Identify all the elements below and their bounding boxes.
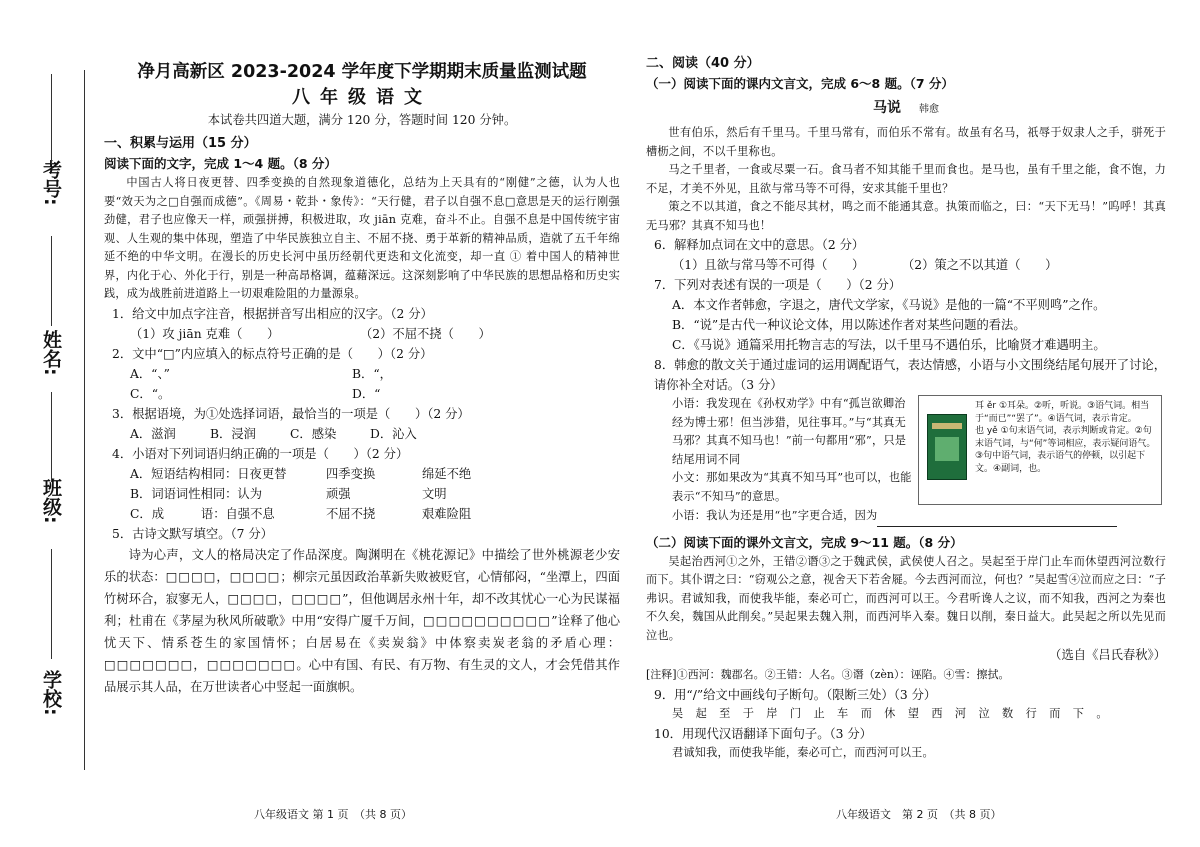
q6b[interactable]: （2）策之不以其道（ ）: [902, 258, 1058, 272]
q5-blank-d[interactable]: □□□□□□□，□□□□□□□: [104, 657, 297, 672]
exam-no-label: 考号:: [40, 160, 62, 206]
q5-text-d: ”诠释了他心忧天下、情系苍生的家国情怀；白居易在《卖炭翁》中体察卖炭老翁的矛盾心理：: [104, 613, 620, 650]
dialog-xiaoyu-2: [646, 507, 1166, 527]
class-field[interactable]: [38, 478, 64, 530]
q4c-word2: 不屈不挠: [326, 506, 376, 521]
q5-blank-c[interactable]: □□□□□□□□□□: [422, 613, 552, 628]
dialog-xiaoyu-1: 小语：我发现在《孙权劝学》中有“孤岂欲卿治经为博士邪！但当涉猎，见往事耳。”与“其真无马邪？其真不知马也！”前一句都用“邪”，只是结尾用词不同: [672, 397, 907, 466]
q2: 2．文中“□”内应填入的标点符号正确的是（ ）（2 分）: [112, 346, 433, 361]
q2a[interactable]: A．“、”: [130, 366, 170, 381]
q5-text: [104, 544, 620, 698]
part1-intro: 阅读下面的文字，完成 1～4 题。（8 分）: [104, 156, 337, 171]
mashuo-para3: 策之不以其道，食之不能尽其材，鸣之而不能通其意。执策而临之，曰：“天下无马！”呜呼！其真无马邪？其真不知马也！: [646, 200, 1166, 232]
q8: 8．韩愈的散文关于通过虚词的运用调配语气，表达情感，小语与小文围绕结尾句展开了讨论，请你补全对话。（3 分）: [654, 358, 1166, 392]
mashuo-para1: 世有伯乐，然后有千里马。千里马常有，而伯乐不常有。故虽有名马，祇辱于奴隶人之手，骈死于槽枥之间，不以千里称也。: [646, 126, 1166, 158]
q4a-word3: 绵延不绝: [422, 466, 472, 481]
q4: 4．小语对下列词语归纳正确的一项是（ ）（2 分）: [112, 446, 409, 461]
q5-blank-b[interactable]: □□□□，□□□□: [227, 591, 343, 606]
q2d[interactable]: D．“: [352, 386, 381, 401]
q1b[interactable]: （2）不屈不挠（ ）: [360, 326, 491, 341]
school-field[interactable]: [38, 670, 64, 722]
q3: 3．根据语境，为①处选择词语，最恰当的一项是（ ）（2 分）: [112, 406, 470, 421]
name-field[interactable]: [38, 330, 64, 382]
q6a[interactable]: （1）且欲与常马等不可得（ ）: [672, 258, 865, 272]
dialog-xiaoyu-2-text: 小语：我认为还是用“也”字更合适，因为: [672, 509, 878, 522]
q5-text-a: 诗为心声，文人的格局决定了作品深度。陶渊明在《桃花源记》中描绘了世外桃源老少安乐的状态：: [104, 547, 620, 584]
exam-no-line: [38, 70, 64, 164]
page-1: [104, 50, 620, 698]
q3-options: [104, 424, 620, 444]
exam-info: 本试卷共四道大题，满分 120 分，答题时间 120 分钟。: [207, 113, 517, 127]
q4a-word2: 四季变换: [326, 466, 376, 481]
q7a[interactable]: A．本文作者韩愈，字退之，唐代文学家，《马说》是他的一篇“不平则鸣”之作。: [672, 298, 1106, 312]
school-label: 学校:: [40, 670, 62, 716]
q4a-text: A．短语结构相同：日夜更替: [130, 466, 287, 481]
exam-no-field[interactable]: [38, 160, 64, 212]
q4-option-b[interactable]: [104, 484, 620, 504]
entry-er: 耳 ěr ①耳朵。②听，听说。③语气词。相当于“而已”“罢了”。④语气词，表示肯定。: [975, 401, 1150, 424]
q1a[interactable]: （1）攻 jiān 克难（ ）: [130, 326, 280, 341]
part1-passage: 中国古人将日夜更替、四季变换的自然现象道德化，总结为上天具有的“刚健”之德，认为人也要“效天为之□自强而成德”。《周易・乾卦・象传》：“天行健，君子以自强不息□意思是天的运行刚强劲健，君子也应像天一样，顽强拼搏，积极进取，攻 jiān 克难，奋斗不止。自强不息是中国传统宇宙观、人生观的集中体现，塑造了中华民族独立自主、不屈不挠、勇于革新的精神品质，造就了五千年绵延不绝的中华文明。在漫长的历史长河中虽历经朝代更迭和文化流变，却一直 ① 着中国人的精神世界，内化于心、外化于行，别是一种高昂格调，蕴藉深远。这深刻影响了中华民族的思想品格和历史实践，成为战胜前进道路上一切艰难险阻的力量源泉。: [104, 176, 620, 300]
q3d[interactable]: D．沁入: [370, 426, 417, 441]
q7b[interactable]: B．“说”是古代一种议论文体，用以陈述作者对某些问题的看法。: [672, 318, 1026, 332]
q8-dialog: [646, 395, 1166, 507]
q2c[interactable]: C．“。: [130, 386, 171, 401]
q5-text-c: ”，但他调居永州十年，却不改其忧心一心为民谋福利；杜甫在《茅屋为秋风所破歌》中用“安得广厦千万间，: [104, 591, 620, 628]
wuqi-source: （选自《吕氏春秋》）: [1049, 648, 1166, 662]
dictionary-card: [918, 395, 1162, 505]
footer-page-1: 八年级语文 第 1 页 （共 8 页）: [254, 808, 412, 821]
q4-option-c[interactable]: [104, 504, 620, 524]
binding-line: [84, 70, 85, 770]
part2-sub2: （二）阅读下面的课外文言文，完成 9～11 题。（8 分）: [646, 534, 963, 550]
text-author: 韩愈: [918, 104, 939, 115]
q9-sentence[interactable]: 吴 起 至 于 岸 门 止 车 而 休 望 西 河 泣 数 行 而 下 。: [672, 707, 1109, 720]
q4c-text: C．成 语：自强不息: [130, 506, 275, 521]
q2-options-cd: [104, 384, 620, 404]
q7c[interactable]: C．《马说》通篇采用托物言志的写法，以千里马不遇伯乐，比喻贤才难遇明主。: [672, 338, 1106, 352]
q2-options-ab: [104, 364, 620, 384]
wuqi-notes: [注释]①西河：魏郡名。②王错：人名。③谮（zèn）：诬陷。④雪：擦拭。: [646, 668, 1010, 681]
q3a[interactable]: A．滋润: [130, 426, 176, 441]
text-title: 马说: [873, 100, 902, 116]
q4b-word3: 文明: [422, 486, 447, 501]
q10: 10．用现代汉语翻译下面句子。（3 分）: [654, 726, 872, 741]
part2-heading: 二、阅读（40 分）: [646, 56, 760, 71]
q3c[interactable]: C．感染: [290, 426, 337, 441]
q4-option-a[interactable]: [104, 464, 620, 484]
mashuo-para2: 马之千里者，一食或尽粟一石。食马者不知其能千里而食也。是马也，虽有千里之能，食不饱，力不足，才美不外见，且欲与常马等不可得，安求其能千里也？: [646, 163, 1166, 195]
page-2: [646, 50, 1166, 762]
exam-title: 净月高新区 2023-2024 学年度下学期期末质量监测试题: [137, 62, 587, 82]
q2b[interactable]: B．“，: [352, 366, 392, 381]
class-label: 班级:: [40, 478, 62, 524]
name-label: 姓名:: [40, 330, 62, 376]
dictionary-entries: [975, 400, 1157, 475]
school-line: [38, 545, 64, 659]
q9: 9．用“/”给文中画线句子断句。（限断三处）（3 分）: [654, 688, 937, 702]
q4b-word2: 顽强: [326, 486, 351, 501]
q5-text-b: ；柳宗元虽因政治革新失败被贬官，心情郁闷，“坐潭上，四面竹树环合，寂寥无人，: [104, 569, 620, 606]
q3b[interactable]: B．浸润: [210, 426, 256, 441]
entry-ye: 也 yě ①句末语气词，表示判断或肯定。②句末语气词，与“何”等词相应，表示疑问语气。③句中语气词，表示语气的停顿，以引起下文。④副词，也。: [975, 426, 1156, 474]
wuqi-passage: 吴起治西河①之外，王错②谮③之于魏武侯，武侯使人召之。吴起至于岸门止车而休望西河泣数行而下。其仆谓之曰：“窃观公之意，视舍天下若舍屣。今去西河而泣，何也？”吴起雪④泣而应之曰：“子弗识。君诚知我，而使我毕能，秦必可亡，而西河可以王。今君听谗人之议，而不知我，西河之为秦也不久矣，魏国从此削矣。”吴起果去魏入荆，而西河毕入秦。魏日以削，秦日益大。此吴起之所以先见而泣也。: [646, 554, 1166, 642]
q1: 1．给文中加点字注音，根据拼音写出相应的汉字。（2 分）: [112, 306, 433, 321]
q6: 6．解释加点词在文中的意思。（2 分）: [654, 238, 865, 252]
name-line: [38, 232, 64, 326]
q6-items: [646, 255, 1166, 275]
q8-answer-blank[interactable]: [877, 507, 1117, 527]
part1-heading: 一、积累与运用（15 分）: [104, 136, 257, 151]
text-title-line: [646, 98, 1166, 120]
footer-page-2: 八年级语文 第 2 页 （共 8 页）: [836, 808, 1002, 821]
q10-sentence: 君诚知我，而使我毕能，秦必可亡，而西河可以王。: [672, 745, 934, 759]
binding-margin: [0, 0, 92, 847]
q7: 7．下列对表述有误的一项是（ ）（2 分）: [654, 278, 902, 292]
q1-options: [104, 324, 620, 344]
q4c-word3: 艰难险阻: [422, 506, 472, 521]
class-line: [38, 388, 64, 482]
q5: 5．古诗文默写填空。（7 分）: [112, 526, 273, 541]
q5-blank-a[interactable]: □□□□，□□□□: [165, 569, 281, 584]
part2-sub1: （一）阅读下面的课内文言文，完成 6～8 题。（7 分）: [646, 76, 954, 91]
dialog-xiaowen: 小文：那如果改为“其真不知马耳”也可以，也能表示“不知马”的意思。: [672, 471, 912, 503]
q4b-text: B．词语词性相同：认为: [130, 486, 263, 501]
q5-text-e: 。心中有国、有民、有万物、有生灵的文人，才会凭借其作品展示其人品，在万世读者心中竖起一面旗帜。: [104, 657, 620, 694]
subject-title: 八年级语文: [292, 87, 432, 108]
dictionary-book-cover: [927, 414, 967, 480]
